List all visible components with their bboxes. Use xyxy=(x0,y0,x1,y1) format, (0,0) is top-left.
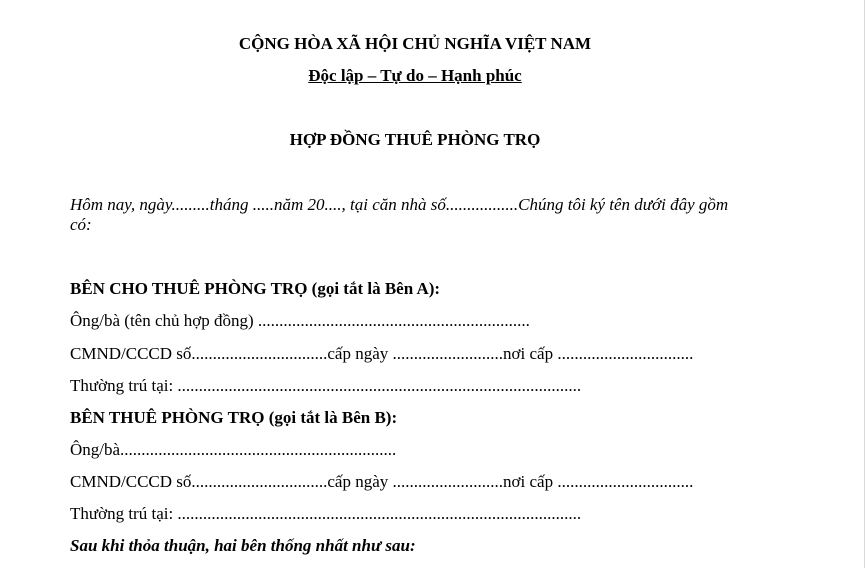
country-header: CỘNG HÒA XÃ HỘI CHỦ NGHĨA VIỆT NAM xyxy=(238,34,592,53)
party-b-id-line: CMND/CCCD số................................cấp ngày ..........................nơi cấp ................................ xyxy=(70,472,694,491)
party-b-residence-line: Thường trú tại: ............................................................................................... xyxy=(70,504,582,523)
party-b-name-line: Ông/bà................................................................. xyxy=(70,440,397,459)
contract-title: HỢP ĐỒNG THUÊ PHÒNG TRỌ xyxy=(289,130,541,149)
national-motto: Độc lập – Tự do – Hạnh phúc xyxy=(308,66,522,85)
party-b-heading: BÊN THUÊ PHÒNG TRỌ (gọi tắt là Bên B): xyxy=(70,408,398,427)
agreement-statement: Sau khi thỏa thuận, hai bên thống nhất như sau: xyxy=(70,536,416,555)
party-a-heading: BÊN CHO THUÊ PHÒNG TRỌ (gọi tắt là Bên A): xyxy=(70,279,441,298)
party-a-residence-line: Thường trú tại: ............................................................................................... xyxy=(70,376,582,395)
party-a-name-line: Ông/bà (tên chủ hợp đồng) ................................................................ xyxy=(70,311,530,330)
party-a-id-line: CMND/CCCD số................................cấp ngày ..........................nơi cấp ................................ xyxy=(70,344,694,363)
intro-paragraph: Hôm nay, ngày.........tháng .....năm 20...., tại căn nhà số.................Chúng tôi ký tên dưới đây gồm có: xyxy=(70,195,729,234)
